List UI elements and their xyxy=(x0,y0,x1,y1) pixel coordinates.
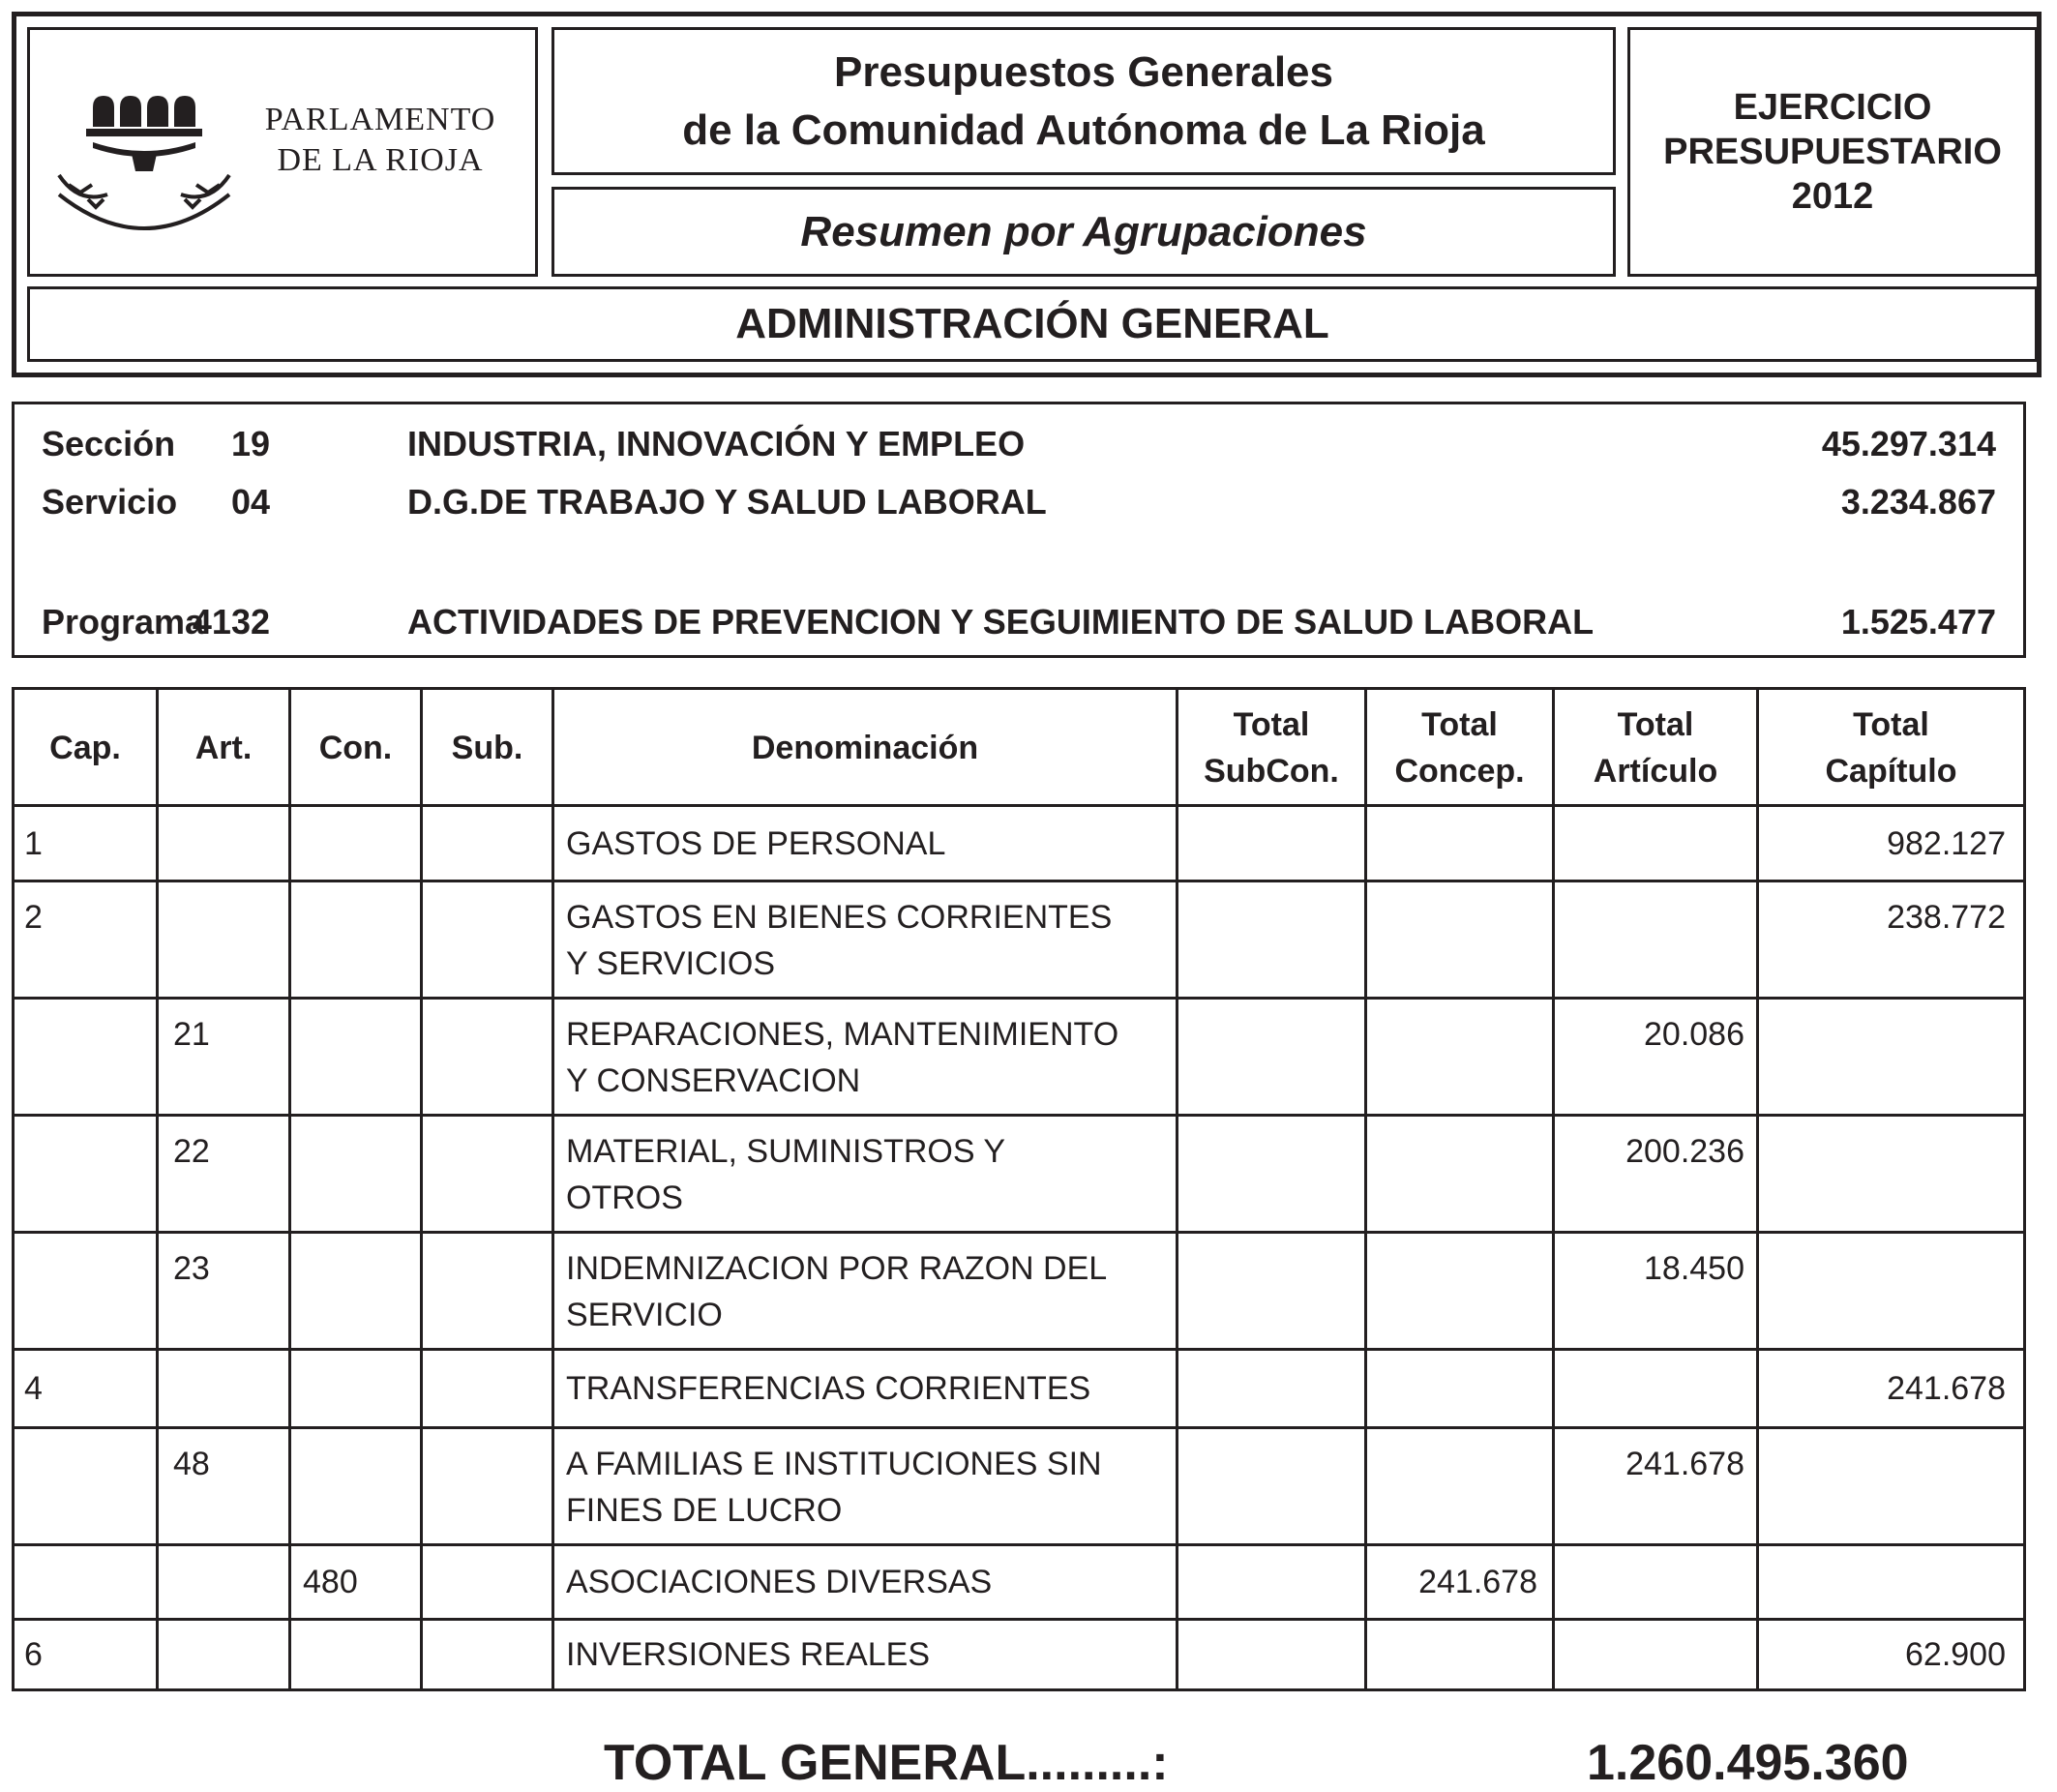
cell-total-articulo: 18.450 xyxy=(1644,1250,1744,1287)
total-general-label: TOTAL GENERAL.........: xyxy=(604,1735,1169,1791)
programa-name: ACTIVIDADES DE PREVENCION Y SEGUIMIENTO DE SALUD LABORAL xyxy=(407,602,1595,642)
col-header-total-concep xyxy=(1367,690,1552,806)
programa-code: 4132 xyxy=(192,602,270,642)
cell-denominacion: INDEMNIZACION POR RAZON DEL xyxy=(566,1250,1108,1287)
col-header-total-articulo-line2: Artículo xyxy=(1593,753,1718,790)
col-header-total-concep-line1: Total xyxy=(1421,706,1498,743)
col-header-total-subcon-line1: Total xyxy=(1233,706,1310,743)
servicio-name: D.G.DE TRABAJO Y SALUD LABORAL xyxy=(407,482,1047,522)
ejercicio-year: 2012 xyxy=(1791,176,1874,217)
column-divider xyxy=(1552,690,1555,1688)
cell-denominacion-line2: SERVICIO xyxy=(566,1297,723,1333)
servicio-amount: 3.234.867 xyxy=(1840,482,1996,522)
cell-total-concep: 241.678 xyxy=(1418,1564,1537,1600)
row-divider xyxy=(15,880,2023,882)
total-general-value: 1.260.495.360 xyxy=(1587,1735,1909,1791)
parlamento-logo-icon xyxy=(40,78,233,243)
row-divider xyxy=(15,1426,2023,1429)
column-divider xyxy=(156,690,159,1688)
col-header-sub: Sub. xyxy=(451,730,523,766)
cell-denominacion: REPARACIONES, MANTENIMIENTO xyxy=(566,1016,1119,1053)
col-header-total-articulo xyxy=(1555,690,1756,806)
cell-total-articulo: 241.678 xyxy=(1625,1446,1744,1482)
row-divider xyxy=(15,1348,2023,1351)
cell-denominacion-line2: OTROS xyxy=(566,1180,683,1216)
programa-row xyxy=(15,602,2023,650)
title-line2: de la Comunidad Autónoma de La Rioja xyxy=(682,105,1485,154)
admin-title: ADMINISTRACIÓN GENERAL xyxy=(735,300,1329,347)
row-divider xyxy=(15,1543,2023,1546)
column-divider xyxy=(1176,690,1178,1688)
cell-denominacion: INVERSIONES REALES xyxy=(566,1636,931,1673)
col-header-art: Art. xyxy=(194,730,253,766)
cell-cap: 2 xyxy=(24,899,43,936)
cell-denominacion: GASTOS EN BIENES CORRIENTES xyxy=(566,899,1113,936)
cell-art: 48 xyxy=(173,1446,210,1482)
cell-denominacion: TRANSFERENCIAS CORRIENTES xyxy=(566,1370,1091,1407)
column-divider xyxy=(552,690,554,1688)
cell-denominacion-line2: Y SERVICIOS xyxy=(566,945,776,982)
servicio-code: 04 xyxy=(230,482,270,522)
col-header-con: Con. xyxy=(318,730,393,766)
seccion-name: INDUSTRIA, INNOVACIÓN Y EMPLEO xyxy=(407,424,1026,463)
parlamento-line2: DE LA RIOJA xyxy=(277,142,484,178)
col-header-total-concep-line2: Concep. xyxy=(1394,753,1525,790)
cell-denominacion-line2: Y CONSERVACION xyxy=(566,1062,861,1099)
cell-cap: 4 xyxy=(24,1370,43,1407)
parlamento-name xyxy=(245,100,516,181)
seccion-row xyxy=(15,424,2023,472)
title-panel xyxy=(552,27,1616,175)
cell-denominacion-line2: FINES DE LUCRO xyxy=(566,1492,843,1529)
cell-total-articulo: 200.236 xyxy=(1625,1133,1744,1170)
col-header-denominacion: Denominación xyxy=(751,730,979,766)
section-info xyxy=(12,402,2026,658)
title-line1: Presupuestos Generales xyxy=(833,47,1333,96)
col-header-total-subcon-line2: SubCon. xyxy=(1204,753,1339,790)
cell-art: 21 xyxy=(173,1016,210,1053)
cell-total-capitulo: 241.678 xyxy=(1887,1370,2006,1407)
col-header-cap: Cap. xyxy=(49,730,121,766)
cell-total-capitulo: 982.127 xyxy=(1887,824,2006,862)
seccion-code: 19 xyxy=(230,424,270,463)
column-divider xyxy=(420,690,423,1688)
ejercicio-line1: EJERCICIO xyxy=(1733,87,1932,128)
cell-denominacion: GASTOS DE PERSONAL xyxy=(566,824,946,862)
programa-amount: 1.525.477 xyxy=(1840,602,1996,642)
logo-panel xyxy=(27,27,538,277)
seccion-amount: 45.297.314 xyxy=(1821,424,1996,463)
col-header-total-capitulo xyxy=(1759,690,2023,806)
ejercicio-line2: PRESUPUESTARIO xyxy=(1663,132,2002,172)
row-divider xyxy=(15,1231,2023,1234)
col-header-total-subcon xyxy=(1178,690,1364,806)
cell-total-articulo: 20.086 xyxy=(1644,1016,1744,1053)
cell-denominacion: MATERIAL, SUMINISTROS Y xyxy=(566,1133,1006,1170)
ejercicio-panel xyxy=(1627,27,2038,277)
cell-denominacion: A FAMILIAS E INSTITUCIONES SIN xyxy=(566,1446,1102,1482)
column-divider xyxy=(288,690,291,1688)
row-divider xyxy=(15,997,2023,1000)
subtitle-panel xyxy=(552,187,1616,277)
column-divider xyxy=(1364,690,1367,1688)
cell-total-capitulo: 62.900 xyxy=(1905,1636,2006,1673)
subtitle: Resumen por Agrupaciones xyxy=(800,207,1367,255)
col-header-total-articulo-line1: Total xyxy=(1617,706,1694,743)
servicio-row xyxy=(15,482,2023,530)
cell-art: 23 xyxy=(173,1250,210,1287)
cell-con: 480 xyxy=(303,1564,358,1600)
cell-denominacion: ASOCIACIONES DIVERSAS xyxy=(566,1564,993,1600)
programa-label: Programa xyxy=(42,602,205,642)
admin-panel xyxy=(27,286,2038,362)
seccion-label: Sección xyxy=(42,424,176,463)
budget-table xyxy=(12,687,2026,1691)
servicio-label: Servicio xyxy=(42,482,178,522)
col-header-total-capitulo-line2: Capítulo xyxy=(1825,753,1957,790)
row-divider xyxy=(15,1618,2023,1621)
cell-cap: 1 xyxy=(24,824,43,862)
cell-cap: 6 xyxy=(24,1636,43,1673)
col-header-total-capitulo-line1: Total xyxy=(1853,706,1929,743)
cell-total-capitulo: 238.772 xyxy=(1887,899,2006,936)
row-divider xyxy=(15,1114,2023,1117)
cell-art: 22 xyxy=(173,1133,210,1170)
parlamento-line1: PARLAMENTO xyxy=(264,102,496,137)
